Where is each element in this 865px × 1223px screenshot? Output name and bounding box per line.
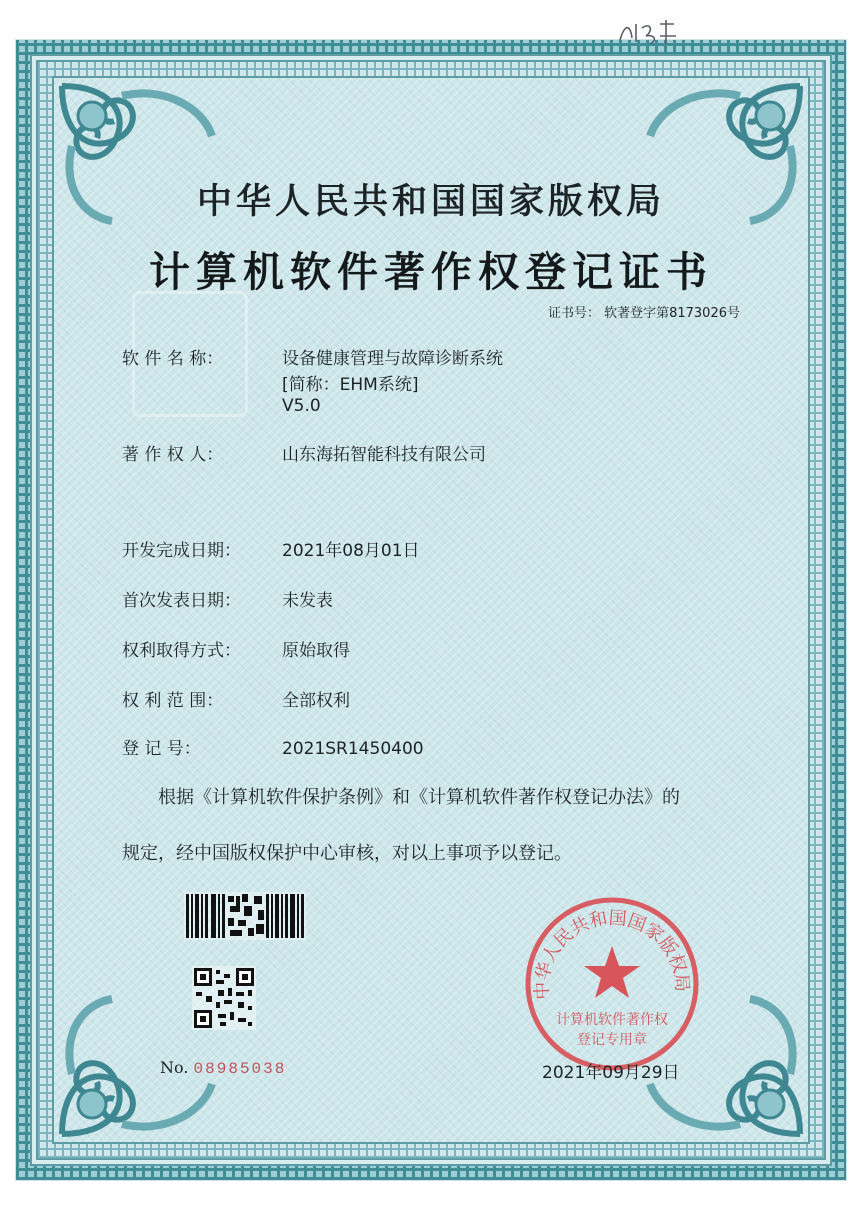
dev-date-row [122, 536, 420, 561]
dev-date-value: 2021年08月01日 [282, 541, 420, 561]
serial-number [160, 1058, 286, 1078]
statement-line-2: 规定，经中国版权保护中心审核，对以上事项予以登记。 [122, 843, 572, 864]
svg-text:登记专用章: 登记专用章 [577, 1032, 647, 1048]
reg-no-value: 2021SR1450400 [282, 739, 424, 759]
reg-no-row [122, 734, 424, 759]
field-label: 权利取得方式： [122, 641, 241, 661]
scope-row [122, 686, 350, 711]
short-name-value: [简称：EHM系统] [282, 375, 419, 395]
qr-code-icon [192, 966, 256, 1030]
certificate-number [548, 302, 740, 321]
inner-frame [30, 54, 832, 1166]
issue-date: 2021年09月29日 [542, 1063, 680, 1083]
field-label: 开发完成日期： [122, 541, 241, 561]
official-seal-icon [522, 894, 702, 1074]
owner-value: 山东海拓智能科技有限公司 [282, 445, 486, 465]
cert-number-value: 软著登字第8173026号 [604, 306, 740, 321]
acquire-value: 原始取得 [282, 641, 350, 661]
software-name-value: 设备健康管理与故障诊断系统 [282, 349, 503, 369]
barcode-icon [184, 892, 306, 940]
field-label: 登 记 号： [122, 739, 201, 759]
acquire-row [122, 636, 350, 661]
cert-number-label: 证书号： [547, 306, 600, 321]
svg-text:中华人民共和国国家版权局: 中华人民共和国国家版权局 [531, 907, 693, 1001]
field-label: 权 利 范 围： [122, 691, 224, 711]
scope-value: 全部权利 [282, 691, 350, 711]
handwritten-mark-icon [614, 14, 684, 50]
software-name-row [122, 344, 503, 369]
svg-text:计算机软件著作权: 计算机软件著作权 [556, 1012, 668, 1028]
owner-row [122, 440, 486, 465]
serial-number-value: 08985038 [193, 1060, 287, 1078]
serial-prefix: No. [160, 1058, 189, 1077]
issuer-title: 中华人民共和国国家版权局 [196, 181, 665, 222]
publish-date-row [122, 586, 333, 611]
field-label: 著 作 权 人： [122, 445, 224, 465]
version-value: V5.0 [282, 396, 321, 416]
statement-line-1: 根据《计算机软件保护条例》和《计算机软件著作权登记办法》的 [158, 787, 680, 808]
certificate-sheet [16, 40, 846, 1180]
certificate-title: 计算机软件著作权登记证书 [149, 248, 713, 296]
field-label: 首次发表日期： [122, 591, 241, 611]
field-label: 软 件 名 称： [122, 349, 224, 369]
publish-date-value: 未发表 [282, 591, 333, 611]
